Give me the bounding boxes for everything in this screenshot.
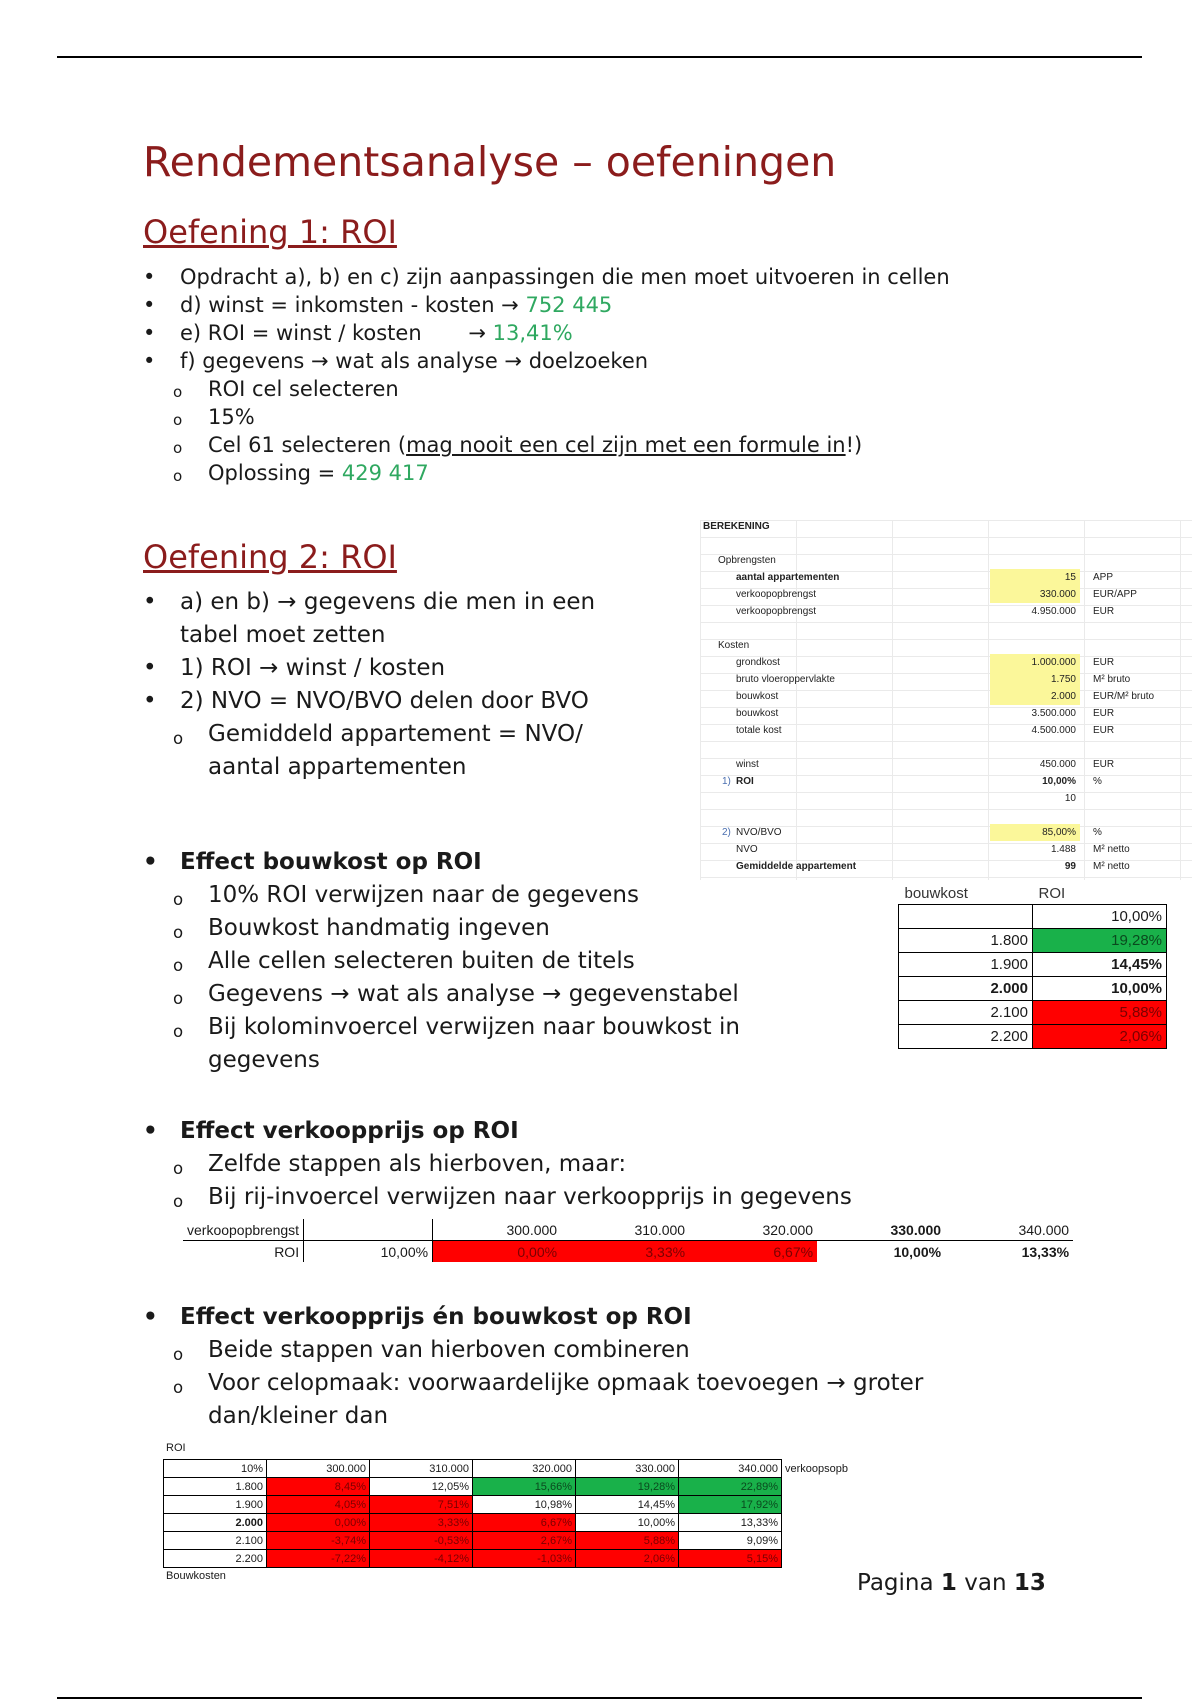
- sub-item: o ROI cel selecteren: [143, 375, 950, 403]
- bouwkost-data-table: [898, 883, 1167, 1049]
- table-cell: 2.100: [899, 1001, 1033, 1025]
- row-label: ROI: [183, 1241, 304, 1263]
- table-cell: 5,15%: [679, 1550, 782, 1568]
- table-cell: 19,28%: [1033, 929, 1167, 953]
- sub-item: o Gegevens → wat als analyse → gegevenstabel: [143, 978, 828, 1011]
- page-title: Rendementsanalyse – oefeningen: [143, 138, 837, 186]
- sub-item: o Bij kolominvoercel verwijzen naar bouwkost in gegevens: [143, 1011, 828, 1077]
- table-cell: -0,53%: [370, 1532, 473, 1550]
- table-cell: 3,33%: [370, 1514, 473, 1532]
- effect-bouwkost-list: [143, 846, 828, 1077]
- table-cell: 330.000: [890, 1221, 942, 1238]
- table-cell: 2,67%: [473, 1532, 576, 1550]
- table-cell: 3,33%: [561, 1241, 689, 1263]
- sub-item: o Oplossing = 429 417: [143, 459, 950, 487]
- table-cell: -7,22%: [267, 1550, 370, 1568]
- table-cell: 14,45%: [576, 1496, 679, 1514]
- sub-item: o Cel 61 selecteren (mag nooit een cel zijn met een formule in!): [143, 431, 950, 459]
- sub-item: o 10% ROI verwijzen naar de gegevens: [143, 879, 828, 912]
- table-cell: [899, 905, 1033, 929]
- table-cell: 10,00%: [304, 1241, 433, 1263]
- effect-heading: • Effect bouwkost op ROI: [143, 846, 828, 879]
- sub-item: o 15%: [143, 403, 950, 431]
- table-cell: [304, 1219, 433, 1241]
- list-item: • f) gegevens → wat als analyse → doelzoeken: [143, 347, 950, 375]
- table-cell: 10,00%: [576, 1514, 679, 1532]
- table-cell: 2.200: [899, 1025, 1033, 1049]
- combined-table-footer: Bouwkosten: [166, 1570, 226, 1582]
- table-cell: 10%: [164, 1460, 267, 1478]
- list-item: • a) en b) → gegevens die men in een tabel moet zetten: [143, 586, 640, 652]
- table-cell: verkoopsopb: [785, 1462, 848, 1475]
- combined-data-table: [163, 1459, 885, 1568]
- page-total: 13: [1013, 1570, 1046, 1596]
- table-cell: 14,45%: [1033, 953, 1167, 977]
- table-cell: 5,88%: [1033, 1001, 1167, 1025]
- table-cell: 2.200: [164, 1550, 267, 1568]
- roi-value: 13,41%: [492, 321, 573, 345]
- table-cell: 2.000: [164, 1514, 267, 1532]
- table-cell: 320.000: [762, 1221, 814, 1238]
- table-cell: 10,00%: [1033, 977, 1167, 1001]
- page-footer: Pagina 1 van 13: [857, 1570, 1046, 1596]
- table-cell: 1.800: [899, 929, 1033, 953]
- table-cell: 17,92%: [679, 1496, 782, 1514]
- effect-heading: • Effect verkoopprijs op ROI: [143, 1115, 852, 1148]
- effect-heading: • Effect verkoopprijs én bouwkost op ROI: [143, 1301, 1008, 1334]
- sheet-title: BEREKENING: [703, 521, 770, 532]
- list-item: • 1) ROI → winst / kosten: [143, 652, 640, 685]
- sub-item: o Alle cellen selecteren buiten de titels: [143, 945, 828, 978]
- table-cell: 13,33%: [679, 1514, 782, 1532]
- table-cell: 10,00%: [1033, 905, 1167, 929]
- table-cell: -3,74%: [267, 1532, 370, 1550]
- list-item: • e) ROI = winst / kosten → 13,41%: [143, 319, 950, 347]
- table-cell: 2.100: [164, 1532, 267, 1550]
- effect-combined-list: [143, 1301, 1008, 1433]
- combined-table-title: ROI: [166, 1442, 186, 1454]
- table-cell: 300.000: [506, 1221, 558, 1238]
- col-header: bouwkost: [904, 885, 968, 902]
- table-cell: 5,88%: [576, 1532, 679, 1550]
- list-item: • Opdracht a), b) en c) zijn aanpassingen die men moet uitvoeren in cellen: [143, 263, 950, 291]
- row-label: verkoopopbrengst: [183, 1219, 304, 1241]
- calculation-sheet: BEREKENING Opbrengsten aantal appartementen 15 APP verkoopopbrengst 330.000 EUR/APP verkoopopbrengst 4.950.000 EUR Kosten grondkost 1.000.000 EUR bruto vloeroppervlakte 1.750 M² bruto bouwkost 2.000 EUR/M² bruto bouwkost 3.500.000 EUR totale kost 4.500.000 EUR winst 450.000 EUR 1) ROI 10,00% % 10 2) NVO/BVO 85,00% % NVO 1.488 M² netto Gemiddelde appartement 99 M² netto: [700, 520, 1192, 880]
- table-cell: 8,45%: [267, 1478, 370, 1496]
- table-cell: 9,09%: [679, 1532, 782, 1550]
- bottom-rule: [57, 1697, 1142, 1699]
- table-cell: 2,06%: [1033, 1025, 1167, 1049]
- list-item: • 2) NVO = NVO/BVO delen door BVO: [143, 685, 640, 718]
- table-cell: 300.000: [267, 1460, 370, 1478]
- table-cell: 340.000: [679, 1460, 782, 1478]
- exercise-1-list: [143, 263, 950, 487]
- table-cell: 7,51%: [370, 1496, 473, 1514]
- exercise-1-heading: Oefening 1: ROI: [143, 213, 397, 251]
- table-cell: 12,05%: [370, 1478, 473, 1496]
- table-cell: 15,66%: [473, 1478, 576, 1496]
- table-cell: 10,98%: [473, 1496, 576, 1514]
- table-cell: -4,12%: [370, 1550, 473, 1568]
- table-cell: 340.000: [1018, 1221, 1070, 1238]
- effect-verkoopprijs-list: [143, 1115, 852, 1214]
- table-cell: -1,03%: [473, 1550, 576, 1568]
- oplossing-value: 429 417: [341, 461, 429, 485]
- table-cell: 330.000: [576, 1460, 679, 1478]
- sub-item: o Voor celopmaak: voorwaardelijke opmaak toevoegen → groter dan/kleiner dan: [143, 1367, 1008, 1433]
- table-cell: 2,06%: [576, 1550, 679, 1568]
- table-cell: 1.800: [164, 1478, 267, 1496]
- table-cell: 19,28%: [576, 1478, 679, 1496]
- table-cell: 13,33%: [1021, 1243, 1070, 1260]
- sub-item: o Bouwkost handmatig ingeven: [143, 912, 828, 945]
- sub-item: o Bij rij-invoercel verwijzen naar verkoopprijs in gegevens: [143, 1181, 852, 1214]
- table-cell: 1.900: [899, 953, 1033, 977]
- table-cell: 6,67%: [473, 1514, 576, 1532]
- exercise-2-heading: Oefening 2: ROI: [143, 538, 397, 576]
- page-number: 1: [940, 1570, 957, 1596]
- table-cell: 0,00%: [433, 1241, 562, 1263]
- col-header: ROI: [1038, 885, 1066, 902]
- table-cell: 310.000: [634, 1221, 686, 1238]
- table-cell: 4,05%: [267, 1496, 370, 1514]
- exercise-2-list: [143, 586, 640, 784]
- table-cell: 320.000: [473, 1460, 576, 1478]
- top-rule: [57, 56, 1142, 58]
- table-cell: 22,89%: [679, 1478, 782, 1496]
- list-item: • d) winst = inkomsten - kosten → 752 445: [143, 291, 950, 319]
- table-cell: 1.900: [164, 1496, 267, 1514]
- sub-item: o Gemiddeld appartement = NVO/ aantal appartementen: [143, 718, 628, 784]
- verkoopprijs-data-table: [183, 1219, 1073, 1262]
- sub-item: o Beide stappen van hierboven combineren: [143, 1334, 1008, 1367]
- table-cell: 6,67%: [689, 1241, 817, 1263]
- sub-item: o Zelfde stappen als hierboven, maar:: [143, 1148, 852, 1181]
- table-cell: 2.000: [899, 977, 1033, 1001]
- table-cell: 0,00%: [267, 1514, 370, 1532]
- table-cell: 310.000: [370, 1460, 473, 1478]
- winst-value: 752 445: [525, 293, 613, 317]
- table-cell: 10,00%: [893, 1243, 942, 1260]
